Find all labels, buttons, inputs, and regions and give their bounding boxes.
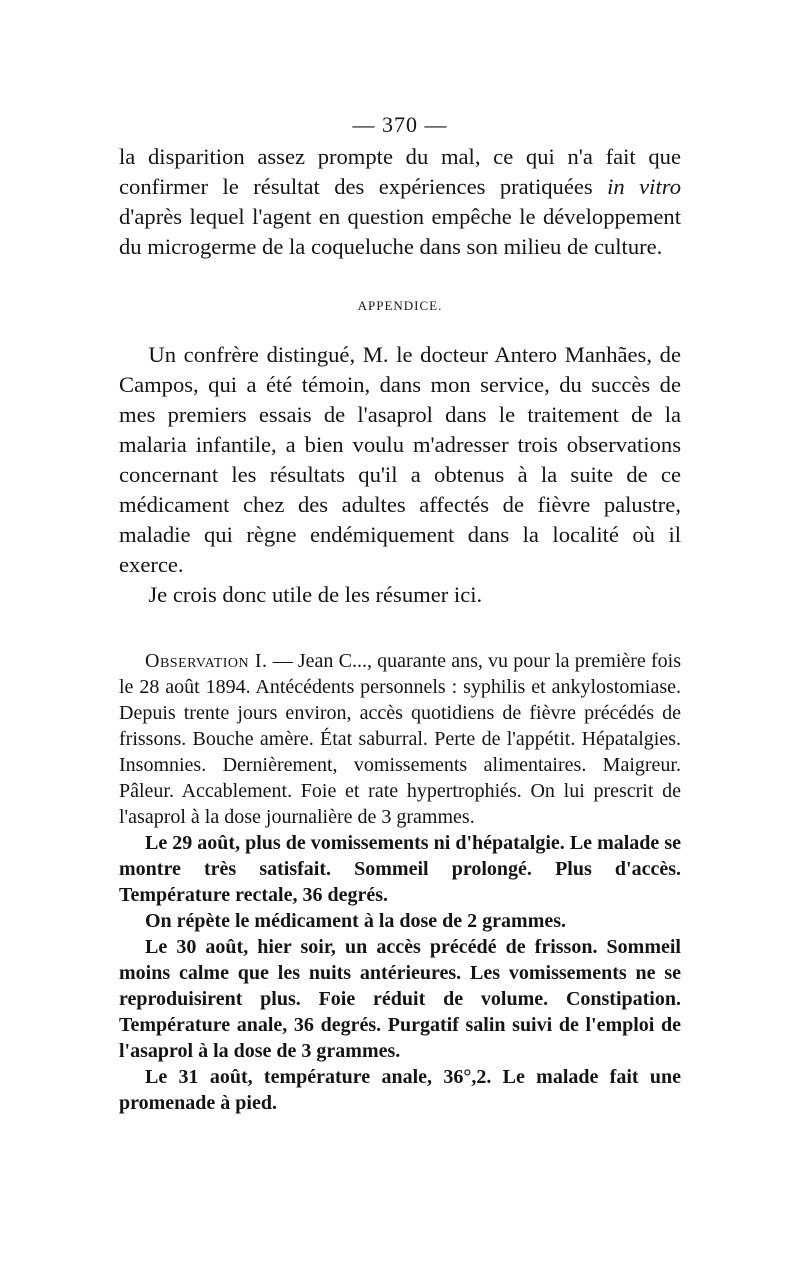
intro-italic-phrase: in vitro [607,174,681,199]
page-number: — 370 — [352,112,448,137]
intro-block [119,142,681,262]
appendix-block [119,340,681,610]
observation-paragraph: On répète le médicament à la dose de 2 grammes. [145,910,567,932]
appendix-paragraph: Un confrère distingué, M. le docteur Antero Manhães, de Campos, qui a été témoin, dans mon service, du succès de mes premiers essais de l'asaprol dans le traitement de la malaria infantile, a bien voulu m'adresser trois observations concernant les résultats qu'il a obtenus à la suite de ce médicament chez des adultes affectés de fièvre palustre, maladie qui règne endémiquement dans la localité où il exerce. [119,342,681,577]
observation-paragraph: Le 31 août, température anale, 36°,2. Le malade fait une promenade à pied. [119,1066,681,1114]
observation-label: Observation I. [145,650,268,672]
observation-block [119,648,681,1116]
intro-text-after: d'après lequel l'agent en question empêche le développement du microgerme de la coqueluche dans son milieu de culture. [119,204,681,259]
intro-text-before: la disparition assez prompte du mal, ce qui n'a fait que confirmer le résultat des expériences pratiquées [119,144,681,199]
appendix-paragraph: Je crois donc utile de les résumer ici. [148,582,483,607]
intro-paragraph [119,142,681,262]
observation-paragraph: Le 30 août, hier soir, un accès précédé de frisson. Sommeil moins calme que les nuits antérieures. Les vomissements ne se reproduisirent plus. Foie réduit de volume. Constipation. Température anale, 36 degrés. Purgatif salin suivi de l'emploi de l'asaprol à la dose de 3 grammes. [119,936,681,1062]
observation-intro-paragraph [119,648,681,830]
book-page [119,112,681,1116]
appendix-heading: APPENDICE. [357,298,443,313]
observation-intro-text: — Jean C..., quarante ans, vu pour la première fois le 28 août 1894. Antécédents personnels : syphilis et ankylostomiase. Depuis trente jours environ, accès quotidiens de fièvre précédés de frissons. Bouche amère. État saburral. Perte de l'appétit. Hépatalgies. Insomnies. Dernièrement, vomissements alimentaires. Maigreur. Pâleur. Accablement. Foie et rate hypertrophiés. On lui prescrit de l'asaprol à la dose journalière de 3 grammes. [119,650,682,828]
observation-paragraph: Le 29 août, plus de vomissements ni d'hépatalgie. Le malade se montre très satisfait. Sommeil prolongé. Plus d'accès. Température rectale, 36 degrés. [119,832,681,906]
